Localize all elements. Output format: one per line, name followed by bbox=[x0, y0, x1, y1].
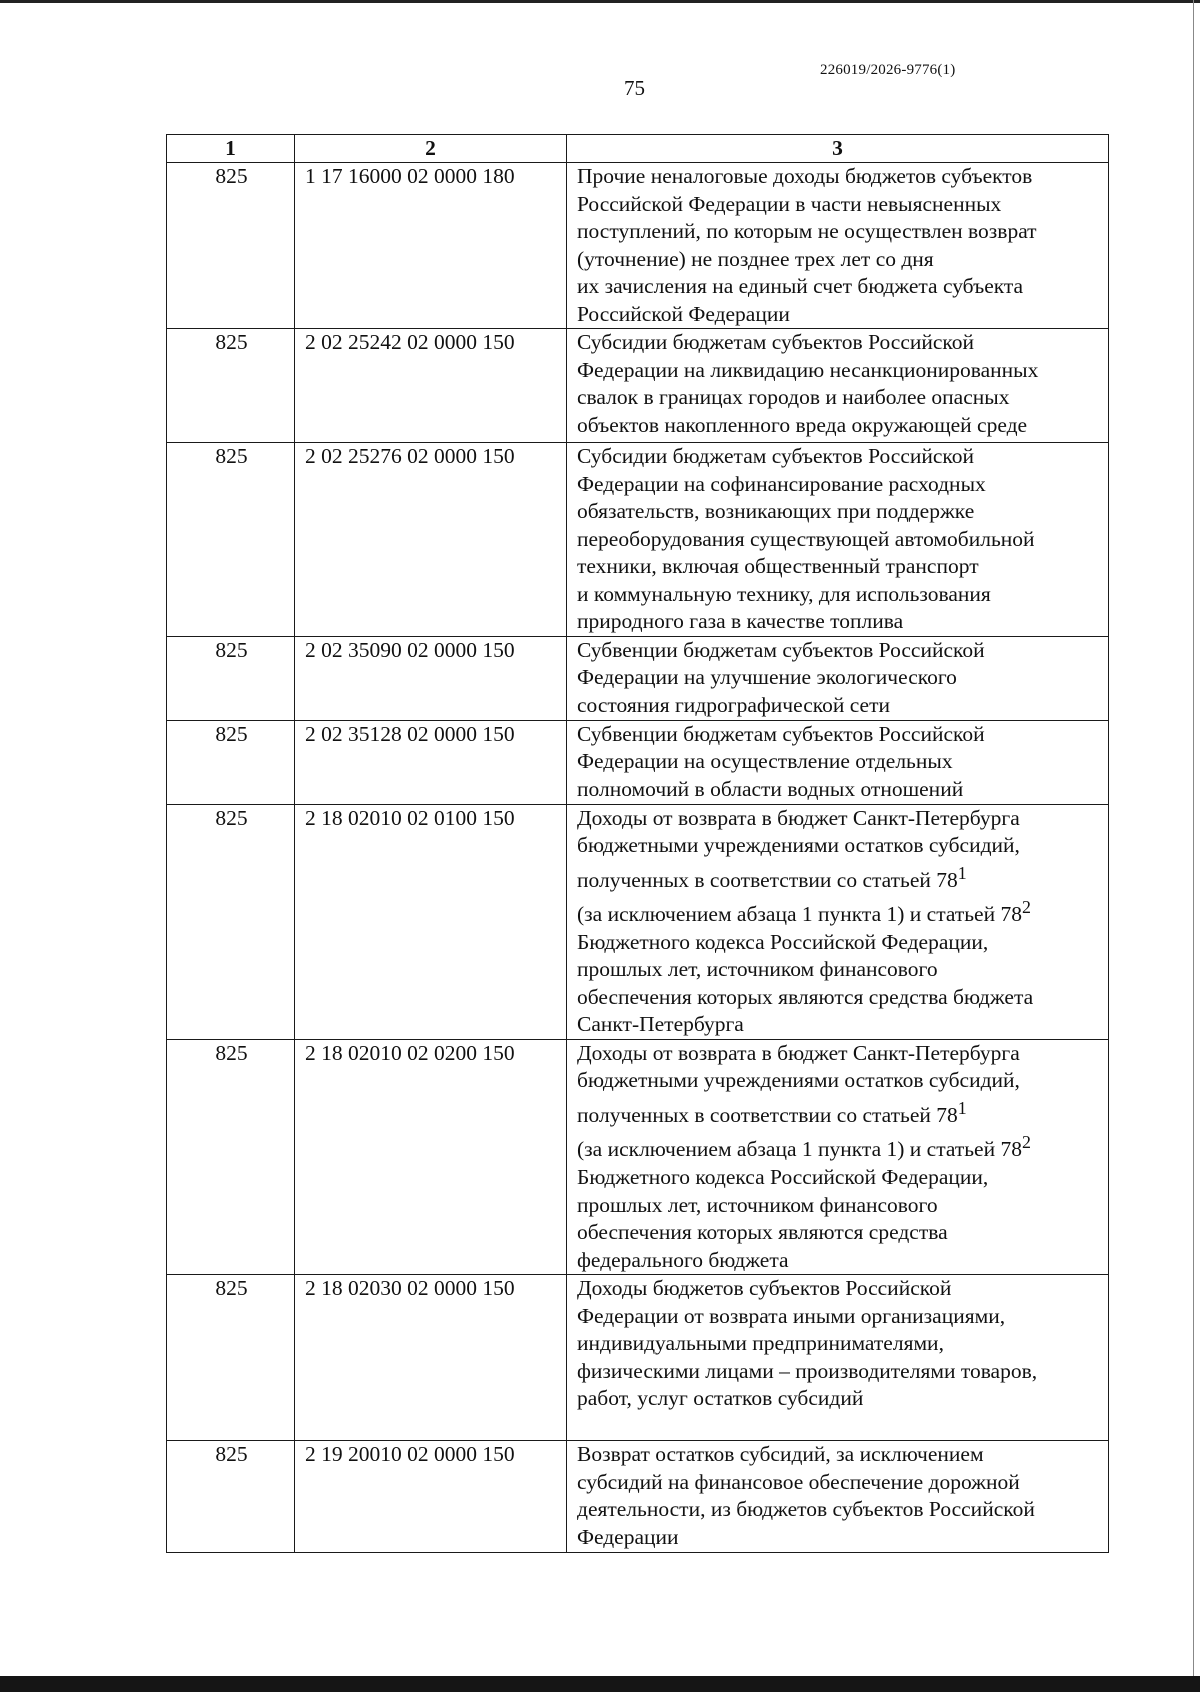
description-cell: Субсидии бюджетам субъектов Российской Федерации на софинансирование расходных обязательств, возникающих при поддержке переоборудования существующей автомобильной техники, включая общественный транспорт и коммунальную технику, для использования природного газа в качестве топлива bbox=[567, 443, 1109, 637]
admin-code-cell: 825 bbox=[167, 329, 295, 443]
superscript-1: 1 bbox=[957, 862, 967, 883]
table-row bbox=[167, 1441, 1109, 1553]
income-code-cell: 2 18 02010 02 0100 150 bbox=[295, 804, 567, 1039]
income-code-cell: 2 02 35128 02 0000 150 bbox=[295, 720, 567, 804]
table-row bbox=[167, 443, 1109, 637]
income-code-cell: 1 17 16000 02 0000 180 bbox=[295, 163, 567, 329]
description-text: Бюджетного кодекса Российской Федерации, прошлых лет, источником финансового обеспечения которых являются средства федерального бюджета bbox=[577, 1165, 989, 1272]
income-code-cell: 2 19 20010 02 0000 150 bbox=[295, 1441, 567, 1553]
income-code-cell: 2 18 02010 02 0200 150 bbox=[295, 1039, 567, 1274]
scan-right-edge bbox=[1193, 0, 1194, 1692]
income-code-cell: 2 02 25242 02 0000 150 bbox=[295, 329, 567, 443]
table-row bbox=[167, 1039, 1109, 1274]
page-number: 75 bbox=[624, 76, 645, 100]
admin-code-cell: 825 bbox=[167, 1039, 295, 1274]
table-row bbox=[167, 329, 1109, 443]
superscript-1: 1 bbox=[957, 1097, 967, 1118]
admin-code-cell: 825 bbox=[167, 804, 295, 1039]
description-text: Доходы от возврата в бюджет Санкт-Петербурга бюджетными учреждениями остатков субсидий, полученных в соответствии со статьей 78 bbox=[577, 805, 1020, 892]
description-cell: Субсидии бюджетам субъектов Российской Федерации на ликвидацию несанкционированных свалок в границах городов и наиболее опасных объектов накопленного вреда окружающей среде bbox=[567, 329, 1109, 443]
table-row bbox=[167, 804, 1109, 1039]
table-row bbox=[167, 163, 1109, 329]
admin-code-cell: 825 bbox=[167, 636, 295, 720]
description-cell bbox=[567, 1039, 1109, 1274]
income-codes-table bbox=[166, 134, 1109, 1553]
admin-code-cell: 825 bbox=[167, 443, 295, 637]
income-code-cell: 2 02 25276 02 0000 150 bbox=[295, 443, 567, 637]
admin-code-cell: 825 bbox=[167, 720, 295, 804]
column-header-2: 2 bbox=[295, 135, 567, 163]
income-code-cell: 2 18 02030 02 0000 150 bbox=[295, 1275, 567, 1441]
table-header-row bbox=[167, 135, 1109, 163]
description-cell: Возврат остатков субсидий, за исключением субсидий на финансовое обеспечение дорожной деятельности, из бюджетов субъектов Российской Федерации bbox=[567, 1441, 1109, 1553]
admin-code-cell: 825 bbox=[167, 1275, 295, 1441]
description-cell: Прочие неналоговые доходы бюджетов субъектов Российской Федерации в части невыясненных поступлений, по которым не осуществлен возврат (уточнение) не позднее трех лет со дня их зачисления на единый счет бюджета субъекта Российской Федерации bbox=[567, 163, 1109, 329]
description-cell: Субвенции бюджетам субъектов Российской Федерации на осуществление отдельных полномочий в области водных отношений bbox=[567, 720, 1109, 804]
income-code-cell: 2 02 35090 02 0000 150 bbox=[295, 636, 567, 720]
description-text: Доходы от возврата в бюджет Санкт-Петербурга бюджетными учреждениями остатков субсидий, полученных в соответствии со статьей 78 bbox=[577, 1040, 1020, 1127]
table-row bbox=[167, 636, 1109, 720]
admin-code-cell: 825 bbox=[167, 1441, 295, 1553]
description-text: Бюджетного кодекса Российской Федерации, прошлых лет, источником финансового обеспечения которых являются средства бюджета Санкт-Петербурга bbox=[577, 929, 1034, 1037]
superscript-2: 2 bbox=[1021, 897, 1031, 918]
table-row bbox=[167, 720, 1109, 804]
column-header-1: 1 bbox=[167, 135, 295, 163]
description-cell: Доходы бюджетов субъектов Российской Федерации от возврата иными организациями, индивидуальными предпринимателями, физическими лицами – производителями товаров, работ, услуг остатков субсидий bbox=[567, 1275, 1109, 1441]
description-cell bbox=[567, 804, 1109, 1039]
scan-top-border bbox=[0, 0, 1200, 3]
description-cell: Субвенции бюджетам субъектов Российской Федерации на улучшение экологического состояния гидрографической сети bbox=[567, 636, 1109, 720]
column-header-3: 3 bbox=[567, 135, 1109, 163]
document-registration-number: 226019/2026-9776(1) bbox=[820, 62, 956, 78]
description-text: (за исключением абзаца 1 пункта 1) и статьей 78 bbox=[577, 902, 1022, 927]
description-text: (за исключением абзаца 1 пункта 1) и статьей 78 bbox=[577, 1137, 1022, 1162]
table-row bbox=[167, 1275, 1109, 1441]
admin-code-cell: 825 bbox=[167, 163, 295, 329]
scan-bottom-border bbox=[0, 1676, 1200, 1692]
superscript-2: 2 bbox=[1021, 1132, 1031, 1153]
